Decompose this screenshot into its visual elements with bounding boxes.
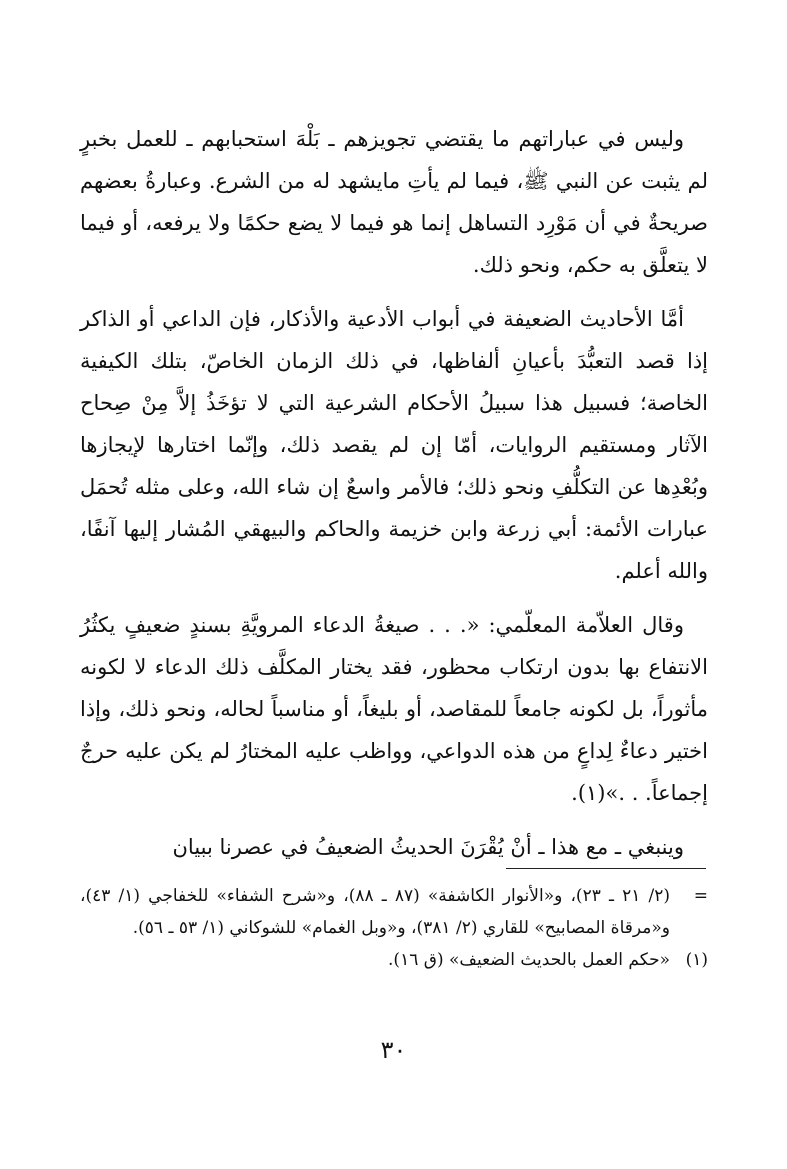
paragraph-2: أمَّا الأحاديث الضعيفة في أبواب الأدعية والأذكار، فإن الداعي أو الذاكر إذا قصد التعبُّدَ بأعيانِ ألفاظها، في ذلك الزمان الخاصّ، بتلك الكيفية الخاصة؛ فسبيل هذا سبيلُ الأحكام الشرعية التي لا تؤخَذُ إلاَّ مِنْ صِحاح الآثار ومستقيم الروايات، أمّا إن لم يقصد ذلك، وإنّما اختارها لإيجازها وبُعْدِها عن التكلُّفِ ونحو ذلك؛ فالأمر واسعٌ إن شاء الله، وعلى مثله تُحمَل عبارات الأئمة: أبي زرعة وابن خزيمة والحاكم والبيهقي المُشار إليها آنفًا، والله أعلم. — [80, 307, 708, 583]
footnote-text: (٢/ ٢١ ـ ٢٣)، و«الأنوار الكاشفة» (٨٧ ـ ٨٨)، و«شرح الشفاء» للخفاجي (١/ ٤٣)، و«مرقاة المصابيح» للقاري (٢/ ٣٨١)، و«وبل الغمام» للشوكاني (١/ ٥٣ ـ ٥٦). — [80, 886, 670, 938]
footnote-mark: = — [693, 886, 708, 906]
footnote-divider — [506, 868, 706, 869]
footnote-1 — [80, 944, 708, 976]
footnote-mark: (١) — [685, 950, 708, 970]
paragraph-4: وينبغي ـ مع هذا ـ أنْ يُقْرَنَ الحديثُ الضعيفُ في عصرنا ببيان — [172, 835, 684, 859]
main-text — [80, 118, 708, 880]
footnote-continued — [80, 880, 708, 944]
footnotes — [80, 880, 708, 976]
paragraph-1: وليس في عباراتهم ما يقتضي تجويزهم ـ بَلْهَ استحبابهم ـ للعمل بخبرٍ لم يثبت عن النبي ﷺ، فيما لم يأتِ مايشهد له من الشرع. وعبارةُ بعضهم صريحةٌ في أن مَوْرِد التساهل إنما هو فيما لا يضع حكمًا ولا يرفعه، أو فيما لا يتعلَّق به حكم، ونحو ذلك. — [80, 127, 708, 277]
paragraph-3: وقال العلاّمة المعلّمي: «. . . صيغةُ الدعاء المرويَّةِ بسندٍ ضعيفٍ يكثُرُ الانتفاع بها بدون ارتكاب محظور، فقد يختار المكلَّف ذلك الدعاء لا لكونه مأثوراً، بل لكونه جامعاً للمقاصد، أو بليغاً، أو مناسباً لحاله، ونحو ذلك، وإذا اختير دعاءٌ لِداعٍ من هذه الدواعي، وواظب عليه المختارُ لم يكن عليه حرجٌ إجماعاً. . .»(١). — [80, 613, 708, 805]
page-number: ٣٠ — [380, 1036, 407, 1064]
footnote-text: «حكم العمل بالحديث الضعيف» (ق ١٦). — [388, 950, 670, 970]
